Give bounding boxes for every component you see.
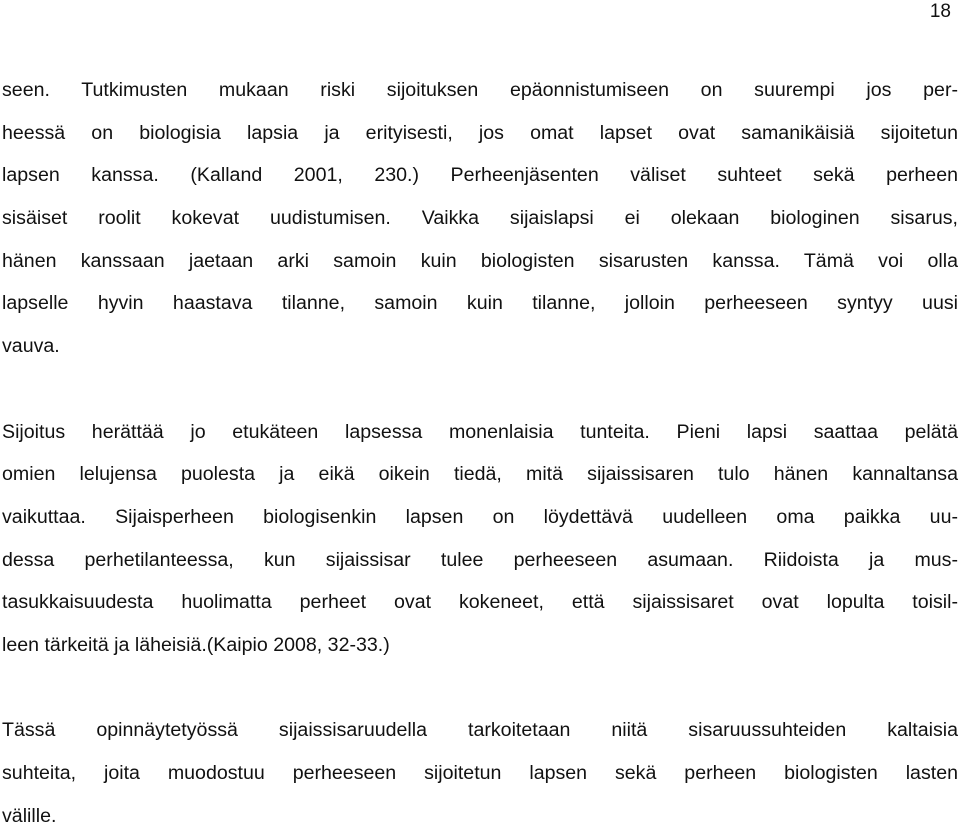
text-line: lapselle hyvin haastava tilanne, samoin kuin tilanne, jolloin perheeseen syntyy uusi xyxy=(2,292,958,315)
text-line: suhteita, joita muodostuu perheeseen sijoitetun lapsen sekä perheen biologisten lasten xyxy=(2,762,958,784)
text-line: vauva. xyxy=(2,335,60,358)
paragraph-2 xyxy=(2,411,958,667)
text-line: välille. xyxy=(2,804,57,827)
text-line: dessa perhetilanteessa, kun sijaissisar tulee perheeseen asumaan. Riidoista ja mus- xyxy=(2,548,958,571)
paragraph-gap xyxy=(2,368,958,411)
text-line: heessä on biologisia lapsia ja erityisesti, jos omat lapset ovat samanikäisiä sijoitetun xyxy=(2,121,958,144)
text-line: vaikuttaa. Sijaisperheen biologisenkin lapsen on löydettävä uudelleen oma paikka uu- xyxy=(2,505,958,528)
text-line: sisäiset roolit kokevat uudistumisen. Vaikka sijaislapsi ei olekaan biologinen sisarus, xyxy=(2,207,958,230)
text-line: Tässä opinnäytetyössä sijaissisaruudella tarkoitetaan niitä sisaruussuhteiden kaltaisia xyxy=(2,719,958,742)
text-line: lapsen kanssa. (Kalland 2001, 230.) Perheenjäsenten väliset suhteet sekä perheen xyxy=(2,164,958,187)
text-line: hänen kanssaan jaetaan arki samoin kuin biologisten sisarusten kanssa. Tämä voi olla xyxy=(2,249,958,272)
text-line: seen. Tutkimusten mukaan riski sijoituksen epäonnistumiseen on suurempi jos per- xyxy=(2,79,958,101)
document-body xyxy=(2,69,958,837)
page-number: 18 xyxy=(929,1,951,22)
paragraph-3 xyxy=(2,709,958,837)
text-line: leen tärkeitä ja läheisiä.(Kaipio 2008, 32-33.) xyxy=(2,633,390,656)
text-line: Sijoitus herättää jo etukäteen lapsessa monenlaisia tunteita. Pieni lapsi saattaa pelätä xyxy=(2,420,958,443)
paragraph-gap xyxy=(2,667,958,710)
text-line: omien lelujensa puolesta ja eikä oikein tiedä, mitä sijaissisaren tulo hänen kannaltansa xyxy=(2,463,958,486)
text-line: tasukkaisuudesta huolimatta perheet ovat kokeneet, että sijaissisaret ovat lopulta toisil- xyxy=(2,591,958,614)
paragraph-1 xyxy=(2,69,958,368)
